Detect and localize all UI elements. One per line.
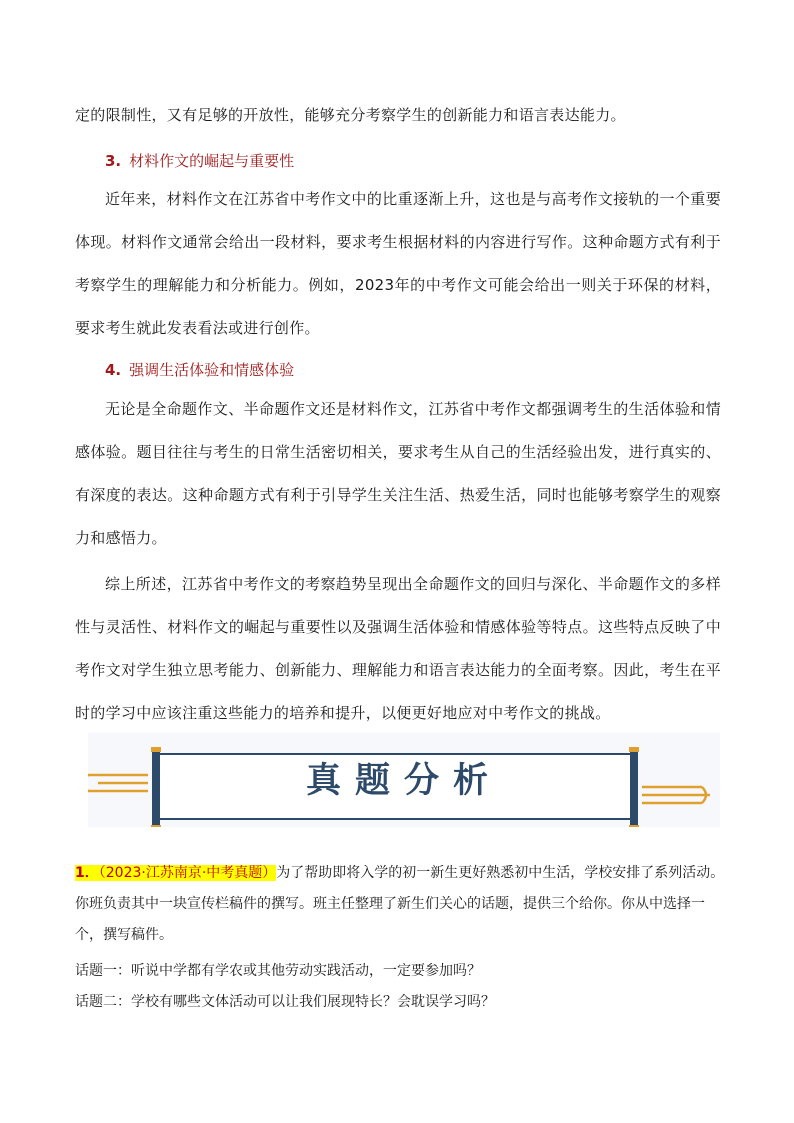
- paragraph-life-experience: 无论是全命题作文、半命题作文还是材料作文，江苏省中考作文都强调考生的生活体验和情感体验。题目往往与考生的日常生活密切相关，要求考生从自己的生活经验出发，进行真实的、有深度的表达。这种命题方式有利于引导学生关注生活、热爱生活，同时也能够考察学生的观察力和感悟力。: [75, 400, 721, 547]
- section-title: 材料作文的崛起与重要性: [129, 152, 295, 170]
- banner-title: 真题分析: [305, 760, 502, 801]
- paragraph-material-essay: 近年来，材料作文在江苏省中考作文中的比重逐渐上升，这也是与高考作文接轨的一个重要体现。材料作文通常会给出一段材料，要求考生根据材料的内容进行写作。这种命题方式有利于考察学生的理解能力和分析能力。例如，2023年的中考作文可能会给出一则关于环保的材料，要求考生就此发表看法或进行创作。: [75, 190, 721, 337]
- section-heading-4: [105, 360, 294, 380]
- question-1: [75, 858, 725, 951]
- question-source: （2023·江苏南京·中考真题）: [98, 865, 277, 881]
- section-number: 4.: [105, 361, 122, 379]
- paragraph-continued: 定的限制性，又有足够的开放性，能够充分考察学生的创新能力和语言表达能力。: [75, 106, 626, 124]
- topic-2: 话题二：学校有哪些文体活动可以让我们展现特长？会耽误学习吗？: [75, 994, 495, 1010]
- question-number: 1．: [75, 865, 99, 881]
- section-heading-3: [105, 151, 294, 171]
- section-banner: [88, 733, 720, 827]
- topic-1: 话题一：听说中学都有学农或其他劳动实践活动，一定要参加吗？: [75, 963, 481, 979]
- section-number: 3.: [105, 152, 122, 170]
- section-title: 强调生活体验和情感体验: [129, 361, 295, 379]
- question-text: 为了帮助即将入学的初一新生更好熟悉初中生活，学校安排了系列活动。你班负责其中一块宣传栏稿件的撰写。班主任整理了新生们关心的话题，提供三个给你。你从中选择一个，撰写稿件。: [75, 865, 725, 943]
- paragraph-summary: 综上所述，江苏省中考作文的考察趋势呈现出全命题作文的回归与深化、半命题作文的多样性与灵活性、材料作文的崛起与重要性以及强调生活体验和情感体验等特点。这些特点反映了中考作文对学生独立思考能力、创新能力、理解能力和语言表达能力的全面考察。因此，考生在平时的学习中应该注重这些能力的培养和提升，以便更好地应对中考作文的挑战。: [75, 575, 721, 722]
